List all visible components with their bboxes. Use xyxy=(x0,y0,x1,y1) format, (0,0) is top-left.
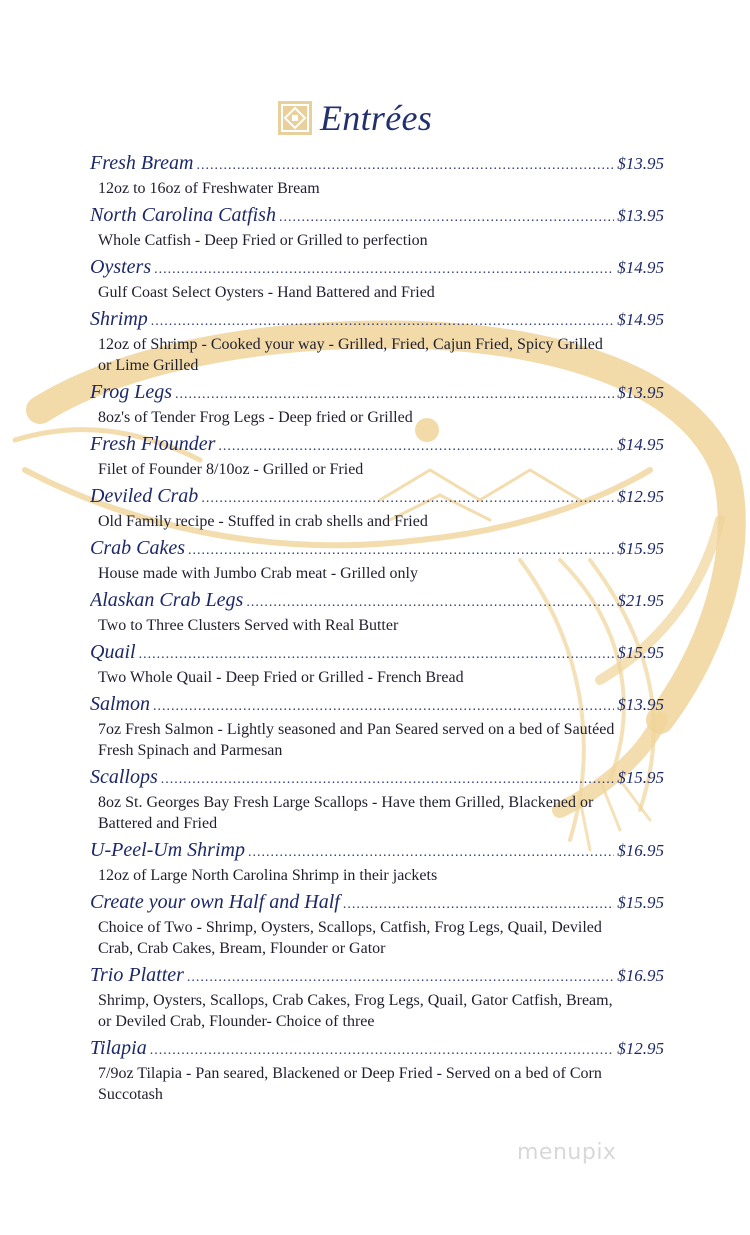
menu-item-line xyxy=(90,1037,664,1065)
menu-item-name: Fresh Flounder xyxy=(90,433,216,455)
menu-item-price: $12.95 xyxy=(617,487,664,506)
menu-item-price: $15.95 xyxy=(617,893,664,912)
menu-item-line xyxy=(90,204,664,232)
dot-leader xyxy=(188,543,614,559)
ornament-square-icon xyxy=(278,101,312,135)
dot-leader xyxy=(151,314,614,330)
menu-item-name: Oysters xyxy=(90,256,152,278)
dot-leader xyxy=(154,262,614,278)
menu-item-description: House made with Jumbo Crab meat - Grilled only xyxy=(98,565,418,582)
menu-item-line xyxy=(90,256,664,284)
menu-item xyxy=(90,839,664,886)
dot-leader xyxy=(218,439,614,455)
menu-item-name: Tilapia xyxy=(90,1037,147,1059)
menu-item xyxy=(90,693,664,761)
dot-leader xyxy=(279,210,614,226)
menu-item-description: 8oz's of Tender Frog Legs - Deep fried or Grilled xyxy=(98,409,413,426)
menupix-watermark: menupix xyxy=(517,1140,617,1165)
menu-item-name: Create your own Half and Half xyxy=(90,891,340,913)
menu-item-price: $16.95 xyxy=(617,966,664,985)
page-title: Entrées xyxy=(320,98,433,138)
menu-item-price: $14.95 xyxy=(617,310,664,329)
menu-item-line xyxy=(90,308,664,336)
menu-item-line xyxy=(90,839,664,867)
dot-leader xyxy=(153,699,614,715)
menu-item xyxy=(90,256,664,303)
menu-item-price: $21.95 xyxy=(617,591,664,610)
menu-item-line xyxy=(90,537,664,565)
menu-item-price: $12.95 xyxy=(617,1039,664,1058)
menu-item-price: $13.95 xyxy=(617,154,664,173)
page-header xyxy=(278,98,432,138)
menu-item-name: Deviled Crab xyxy=(90,485,199,507)
menu-item-line xyxy=(90,433,664,461)
menu-item-description: 12oz to 16oz of Freshwater Bream xyxy=(98,180,320,197)
menu-item-line xyxy=(90,641,664,669)
menu-item-name: Shrimp xyxy=(90,308,148,330)
dot-leader xyxy=(248,845,614,861)
dot-leader xyxy=(343,897,614,913)
menu-item-price: $13.95 xyxy=(617,695,664,714)
menu-item-description: Old Family recipe - Stuffed in crab shells and Fried xyxy=(98,513,428,530)
menu-item-line xyxy=(90,964,664,992)
menu-item-name: Salmon xyxy=(90,693,150,715)
menu-item xyxy=(90,641,664,688)
menu-item-name: Frog Legs xyxy=(90,381,173,403)
menu-item-name: North Carolina Catfish xyxy=(90,204,276,226)
menu-item-description: Shrimp, Oysters, Scallops, Crab Cakes, Frog Legs, Quail, Gator Catfish, Bream, or Deviled Crab, Flounder- Choice of three xyxy=(98,992,613,1030)
menu-item-line xyxy=(90,693,664,721)
menu-item xyxy=(90,589,664,636)
dot-leader xyxy=(187,970,614,986)
menu-item-price: $16.95 xyxy=(617,841,664,860)
menu-item-line xyxy=(90,485,664,513)
dot-leader xyxy=(197,158,615,174)
menu-item-description: 7/9oz Tilapia - Pan seared, Blackened or Deep Fried - Served on a bed of Corn Succotash xyxy=(98,1065,602,1103)
menu-item-price: $13.95 xyxy=(617,383,664,402)
menu-item-price: $13.95 xyxy=(617,206,664,225)
dot-leader xyxy=(139,647,615,663)
menu-item-price: $15.95 xyxy=(617,768,664,787)
menu-item xyxy=(90,891,664,959)
menu-item-description: Choice of Two - Shrimp, Oysters, Scallops, Catfish, Frog Legs, Quail, Deviled Crab, Crab Cakes, Bream, Flounder or Gator xyxy=(98,919,602,957)
menu-item xyxy=(90,433,664,480)
entree-list xyxy=(90,152,664,1110)
menu-item xyxy=(90,766,664,834)
menu-item xyxy=(90,152,664,199)
menu-item-line xyxy=(90,891,664,919)
dot-leader xyxy=(201,491,614,507)
menu-item-description: 7oz Fresh Salmon - Lightly seasoned and Pan Seared served on a bed of Sautéed Fresh Spinach and Parmesan xyxy=(98,721,615,759)
menu-item-price: $15.95 xyxy=(617,539,664,558)
menu-item-name: Fresh Bream xyxy=(90,152,194,174)
menu-item-name: Crab Cakes xyxy=(90,537,185,559)
menu-item xyxy=(90,964,664,1032)
dot-leader xyxy=(246,595,614,611)
dot-leader xyxy=(150,1043,615,1059)
menu-item-description: 8oz St. Georges Bay Fresh Large Scallops - Have them Grilled, Blackened or Battered and Fried xyxy=(98,794,594,832)
menu-item-line xyxy=(90,766,664,794)
menu-item xyxy=(90,485,664,532)
menu-item-line xyxy=(90,152,664,180)
menu-item-description: Two to Three Clusters Served with Real Butter xyxy=(98,617,399,634)
dot-leader xyxy=(175,387,614,403)
menu-item-line xyxy=(90,589,664,617)
menu-item-description: Two Whole Quail - Deep Fried or Grilled - French Bread xyxy=(98,669,464,686)
menu-item xyxy=(90,1037,664,1105)
menu-item xyxy=(90,204,664,251)
menu-item-price: $14.95 xyxy=(617,258,664,277)
menu-item-description: Gulf Coast Select Oysters - Hand Battered and Fried xyxy=(98,284,435,301)
menu-item-price: $14.95 xyxy=(617,435,664,454)
menu-item-name: Alaskan Crab Legs xyxy=(90,589,244,611)
menu-item-name: Quail xyxy=(90,641,136,663)
menu-item-description: 12oz of Shrimp - Cooked your way - Grilled, Fried, Cajun Fried, Spicy Grilled or Lime Grilled xyxy=(98,336,603,374)
menu-item xyxy=(90,537,664,584)
menu-item-description: Filet of Founder 8/10oz - Grilled or Fried xyxy=(98,461,364,478)
menu-item-line xyxy=(90,381,664,409)
menu-item-name: Trio Platter xyxy=(90,964,184,986)
dot-leader xyxy=(161,772,614,788)
menu-item-description: Whole Catfish - Deep Fried or Grilled to perfection xyxy=(98,232,428,249)
menu-item xyxy=(90,381,664,428)
menu-item-description: 12oz of Large North Carolina Shrimp in their jackets xyxy=(98,867,438,884)
menu-item-name: U-Peel-Um Shrimp xyxy=(90,839,245,861)
menu-item-price: $15.95 xyxy=(617,643,664,662)
menu-item-name: Scallops xyxy=(90,766,158,788)
menu-item xyxy=(90,308,664,376)
